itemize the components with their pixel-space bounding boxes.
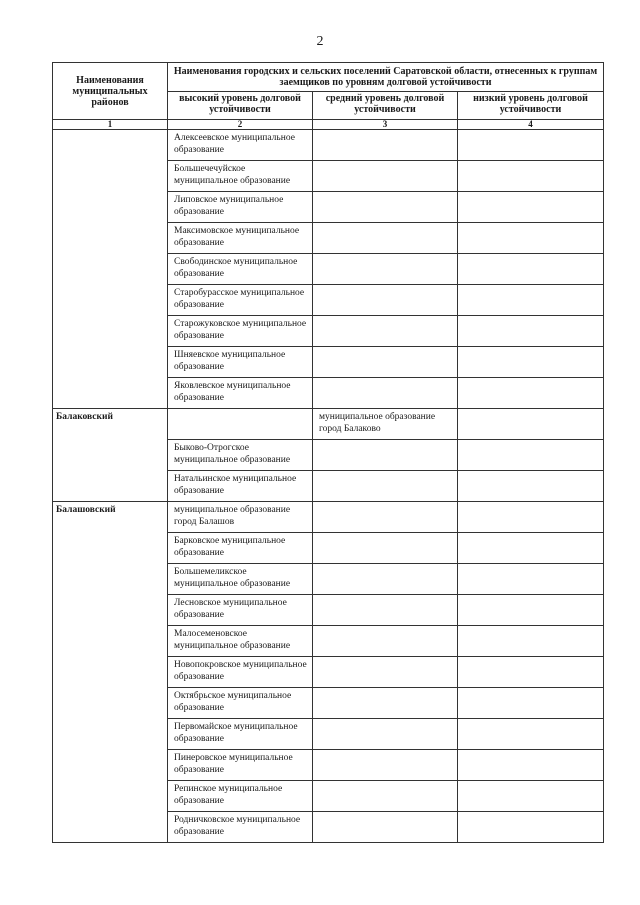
high-level-cell: Большечечуйское муниципальное образование <box>168 161 313 192</box>
low-level-cell <box>458 440 604 471</box>
column-number-3: 3 <box>313 120 458 130</box>
table-row <box>53 409 604 440</box>
district-cell <box>53 130 168 409</box>
high-level-cell: Первомайское муниципальное образование <box>168 719 313 750</box>
low-level-cell <box>458 719 604 750</box>
low-level-cell <box>458 192 604 223</box>
column-number-4: 4 <box>458 120 604 130</box>
low-level-cell <box>458 254 604 285</box>
medium-level-cell <box>313 564 458 595</box>
low-level-cell <box>458 688 604 719</box>
high-level-cell: Малосеменовское муниципальное образование <box>168 626 313 657</box>
medium-level-cell <box>313 192 458 223</box>
high-level-cell: Барковское муниципальное образование <box>168 533 313 564</box>
medium-level-cell <box>313 626 458 657</box>
low-level-cell <box>458 130 604 161</box>
debt-sustainability-table <box>52 62 604 843</box>
high-level-cell: Старобурасское муниципальное образование <box>168 285 313 316</box>
medium-level-cell <box>313 657 458 688</box>
high-level-cell: Большемеликское муниципальное образование <box>168 564 313 595</box>
header-districts: Наименования муниципальных районов <box>53 63 168 120</box>
district-cell: Балаковский <box>53 409 168 502</box>
high-level-cell: Родничковское муниципальное образование <box>168 812 313 843</box>
district-cell: Балашовский <box>53 502 168 843</box>
low-level-cell <box>458 750 604 781</box>
medium-level-cell <box>313 254 458 285</box>
low-level-cell <box>458 533 604 564</box>
medium-level-cell <box>313 347 458 378</box>
low-level-cell <box>458 223 604 254</box>
high-level-cell: Репинское муниципальное образование <box>168 781 313 812</box>
low-level-cell <box>458 409 604 440</box>
medium-level-cell <box>313 316 458 347</box>
low-level-cell <box>458 564 604 595</box>
low-level-cell <box>458 812 604 843</box>
low-level-cell <box>458 161 604 192</box>
high-level-cell: Старожуковское муниципальное образование <box>168 316 313 347</box>
medium-level-cell <box>313 781 458 812</box>
medium-level-cell <box>313 440 458 471</box>
column-number-1: 1 <box>53 120 168 130</box>
high-level-cell: Максимовское муниципальное образование <box>168 223 313 254</box>
high-level-cell: Октябрьское муниципальное образование <box>168 688 313 719</box>
high-level-cell: Алексеевское муниципальное образование <box>168 130 313 161</box>
medium-level-cell: муниципальное образование город Балаково <box>313 409 458 440</box>
medium-level-cell <box>313 719 458 750</box>
medium-level-cell <box>313 223 458 254</box>
high-level-cell <box>168 409 313 440</box>
medium-level-cell <box>313 130 458 161</box>
medium-level-cell <box>313 378 458 409</box>
header-medium-level: средний уровень долговой устойчивости <box>313 92 458 120</box>
medium-level-cell <box>313 161 458 192</box>
medium-level-cell <box>313 812 458 843</box>
high-level-cell: Натальинское муниципальное образование <box>168 471 313 502</box>
medium-level-cell <box>313 688 458 719</box>
high-level-cell: Новопокровское муниципальное образование <box>168 657 313 688</box>
table-row <box>53 502 604 533</box>
page-number: 2 <box>316 34 324 49</box>
low-level-cell <box>458 471 604 502</box>
high-level-cell: муниципальное образование город Балашов <box>168 502 313 533</box>
medium-level-cell <box>313 285 458 316</box>
low-level-cell <box>458 781 604 812</box>
high-level-cell: Шняевское муниципальное образование <box>168 347 313 378</box>
low-level-cell <box>458 316 604 347</box>
high-level-cell: Яковлевское муниципальное образование <box>168 378 313 409</box>
medium-level-cell <box>313 595 458 626</box>
medium-level-cell <box>313 533 458 564</box>
header-low-level: низкий уровень долговой устойчивости <box>458 92 604 120</box>
medium-level-cell <box>313 471 458 502</box>
column-number-2: 2 <box>168 120 313 130</box>
low-level-cell <box>458 657 604 688</box>
high-level-cell: Пинеровское муниципальное образование <box>168 750 313 781</box>
header-high-level: высокий уровень долговой устойчивости <box>168 92 313 120</box>
low-level-cell <box>458 285 604 316</box>
medium-level-cell <box>313 502 458 533</box>
low-level-cell <box>458 347 604 378</box>
header-settlements-group: Наименования городских и сельских поселений Саратовской области, отнесенных к группам заемщиков по уровням долговой устойчивости <box>168 63 604 92</box>
low-level-cell <box>458 502 604 533</box>
high-level-cell: Липовское муниципальное образование <box>168 192 313 223</box>
low-level-cell <box>458 378 604 409</box>
high-level-cell: Лесновское муниципальное образование <box>168 595 313 626</box>
high-level-cell: Быково-Отрогское муниципальное образование <box>168 440 313 471</box>
table-body <box>53 130 604 843</box>
medium-level-cell <box>313 750 458 781</box>
low-level-cell <box>458 595 604 626</box>
low-level-cell <box>458 626 604 657</box>
high-level-cell: Свободинское муниципальное образование <box>168 254 313 285</box>
table-row <box>53 130 604 161</box>
